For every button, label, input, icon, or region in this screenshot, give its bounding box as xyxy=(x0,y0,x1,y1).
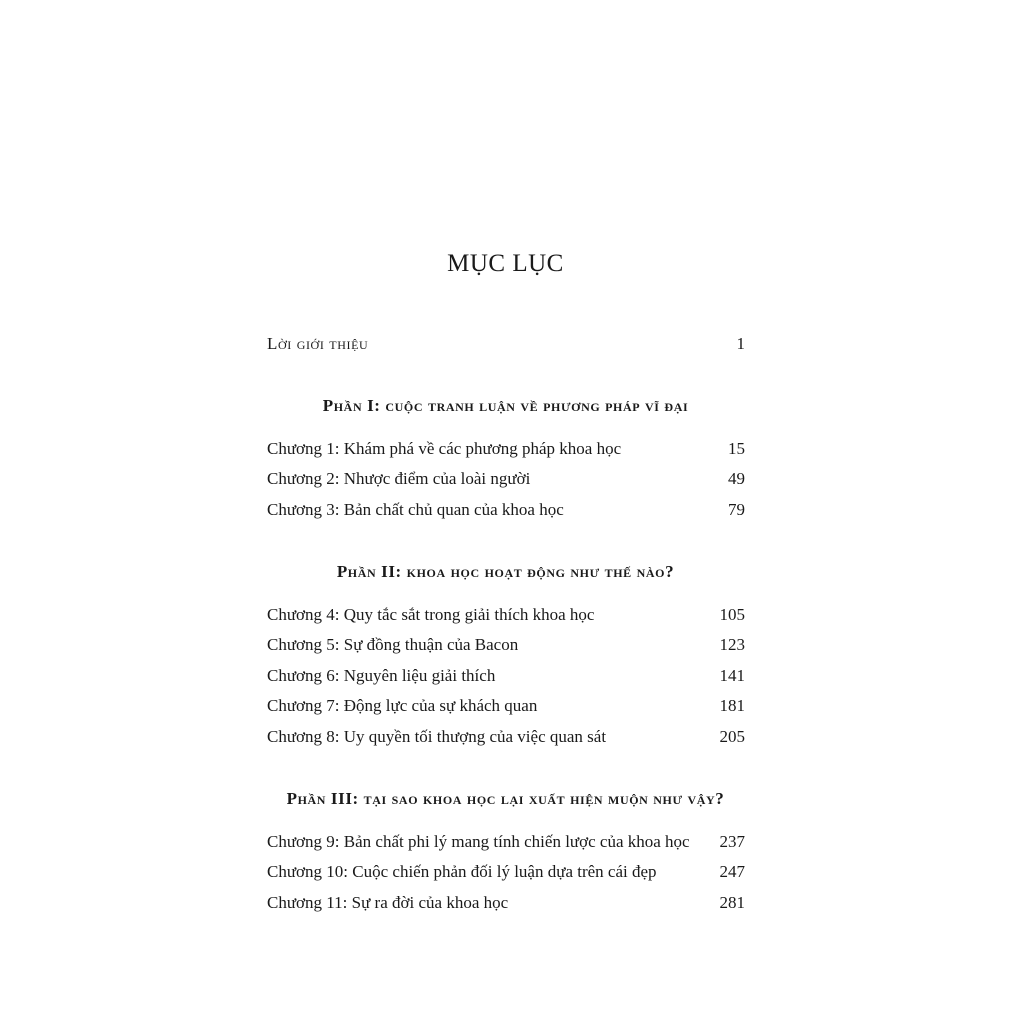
toc-entry-label: Chương 5: Sự đồng thuận của Bacon xyxy=(267,635,519,654)
toc-entry-chapter-4 xyxy=(267,604,745,626)
toc-entry-label: Chương 6: Nguyên liệu giải thích xyxy=(267,666,496,685)
toc-entry-page: 123 xyxy=(719,635,745,654)
toc-entry-page: 79 xyxy=(728,500,745,519)
toc-entry-label: Chương 8: Uy quyền tối thượng của việc quan sát xyxy=(267,727,607,746)
toc-entry-page: 237 xyxy=(719,832,745,851)
page-title: MỤC LỤC xyxy=(447,250,564,277)
toc-entry-page: 141 xyxy=(719,666,745,685)
toc-entry-label: Chương 3: Bản chất chủ quan của khoa học xyxy=(267,500,564,519)
toc-entry-page: 15 xyxy=(728,439,745,458)
toc-entry-label: Chương 1: Khám phá về các phương pháp khoa học xyxy=(267,439,622,458)
toc-entry-label: Chương 4: Quy tắc sắt trong giải thích khoa học xyxy=(267,605,595,624)
toc-entry-label: Lời giới thiệu xyxy=(267,334,369,353)
toc-entry-page: 1 xyxy=(736,334,745,353)
toc-entry-label: Chương 9: Bản chất phi lý mang tính chiến lược của khoa học xyxy=(267,832,690,851)
toc-entry-page: 105 xyxy=(719,605,745,624)
toc-entry-chapter-8 xyxy=(267,726,745,748)
toc-entry-label: Chương 11: Sự ra đời của khoa học xyxy=(267,893,509,912)
toc-entry-chapter-3 xyxy=(267,499,745,521)
toc-entry-chapter-9 xyxy=(267,831,745,853)
toc-entry-chapter-10 xyxy=(267,861,745,883)
part-heading-3: Phần III: tại sao khoa học lại xuất hiện muộn như vậy? xyxy=(286,789,725,808)
part-heading-1: Phần I: cuộc tranh luận về phương pháp vĩ đại xyxy=(322,396,689,415)
toc-entry-chapter-6 xyxy=(267,665,745,687)
toc-entry-label: Chương 7: Động lực của sự khách quan xyxy=(267,696,538,715)
toc-entry-chapter-2 xyxy=(267,468,745,490)
toc-entry-page: 49 xyxy=(728,469,745,488)
toc-entry-page: 181 xyxy=(719,696,745,715)
toc-entry-label: Chương 10: Cuộc chiến phản đối lý luận dựa trên cái đẹp xyxy=(267,862,657,881)
toc-entry-page: 281 xyxy=(719,893,745,912)
toc-entry-chapter-7 xyxy=(267,695,745,717)
toc-entry-chapter-1 xyxy=(267,438,745,460)
toc-entry-label: Chương 2: Nhược điểm của loài người xyxy=(267,469,531,488)
toc-entry-page: 205 xyxy=(719,727,745,746)
part-heading-2: Phần II: khoa học hoạt động như thế nào? xyxy=(336,562,675,581)
toc-entry-chapter-11 xyxy=(267,892,745,914)
toc-entry-chapter-5 xyxy=(267,634,745,656)
toc-entry-page: 247 xyxy=(719,862,745,881)
toc-entry-intro xyxy=(267,333,745,355)
